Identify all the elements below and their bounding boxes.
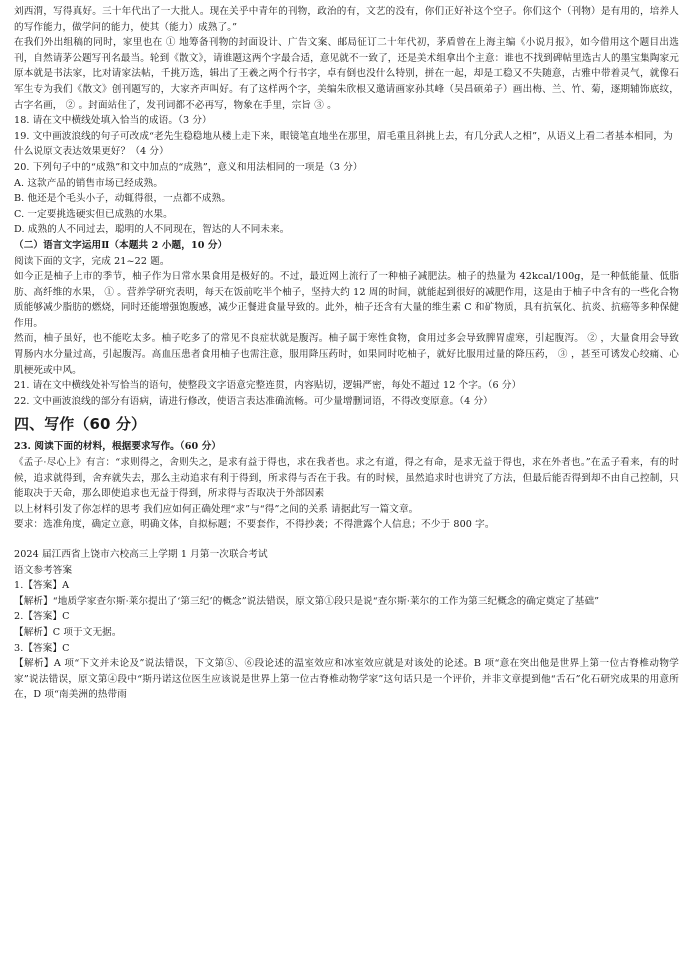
answer-1: 1.【答案】A <box>14 580 70 592</box>
answer-1-explanation: 【解析】“地质学家查尔斯·莱尔提出了‘第三纪’的概念”说法错误，原文第①段只是说“查尔斯·莱尔的工作为第三纪概念的确定奠定了基础” <box>14 595 600 607</box>
spacer <box>14 533 679 547</box>
question-18: 18. 请在文中横线处填入恰当的成语。（3 分） <box>14 115 212 127</box>
question-22: 22. 文中画波浪线的部分有语病，请进行修改，使语言表达准确流畅。可少量增删词语，不得改变原意。（4 分） <box>14 395 493 407</box>
reading-instruction: 阅读下面的文字，完成 21~22 题。 <box>14 255 170 267</box>
writing-requirements: 要求：选准角度，确定立意，明确文体，自拟标题；不要套作，不得抄袭；不得泄露个人信息；不少于 800 字。 <box>14 519 495 531</box>
question-19: 19. 文中画波浪线的句子可改成“老先生稳稳地从楼上走下来，眼镜笔直地坐在那里，眉毛重且斜挑上去，有几分武人之相”，从语义上看二者基本相同，为什么说原文表达效果更好？（4 分） <box>14 130 673 158</box>
writing-prompt: 以上材料引发了你怎样的思考 我们应如何正确处理“求”与“得”之间的关系 请据此写一篇文章。 <box>14 503 419 515</box>
question-20-option-d: D. 成熟的人不同过去，聪明的人不同现在，智达的人不同未来。 <box>14 224 290 236</box>
passage-paragraph-2: 在我们外出组稿的同时，家里也在 ① 地筹备刊物的封面设计、广告文案、邮局征订二十年代初，茅盾曾在上海主编《小说月报》，如今借用这个题目出选刊，自然请茅公题写刊名最当。轮到《散文》，请谁题这两个字最合适，意见就不一致了，还是美术组拿出个主意：谁也不找到碑帖里选古人的墨宝集陶家元原本就是书法家，比对请家法帖，千挑万选，辑出了王羲之两个行书字，卓有倒也没什么特别，拼在一起，却是工稳又不失随意，古雅中带着灵气，就像石军生专为我们《散文》创刊题写的，大家齐声叫好。有了这样两个字，美编朱欣根又邀请画家孙其峰（吴昌硕弟子）画出梅、兰、竹、菊，逐期辅饰底纹，古字名画， ② 。封面站住了，发刊词都不必再写，物象在手里，宗旨 ③ 。 <box>14 37 679 111</box>
question-20: 20. 下列句子中的“成熟”和文中加点的“成熟”，意义和用法相同的一项是（3 分） <box>14 161 363 173</box>
passage-paragraph-4: 然而，柚子虽好，也不能吃太多。柚子吃多了的常见不良症状就是腹泻。柚子属于寒性食物，食用过多会导致脾胃虚寒，引起腹泻。 ② ，大量食用会导致胃肠内水分量过高，引起腹泻。高血压患者食用柚子也需注意，服用降压药时，如果同时吃柚子，就好比服用过量的降压药， ③ ，甚至可诱发心绞痛、心肌梗死或中风。 <box>14 333 679 376</box>
section-heading-writing: 四、写作（60 分） <box>14 415 147 434</box>
section-heading-language-use-2: （二）语言文字运用Ⅱ（本题共 2 小题，10 分） <box>14 239 228 251</box>
answer-2: 2.【答案】C <box>14 611 70 623</box>
question-21: 21. 请在文中横线处补写恰当的语句，使整段文字语意完整连贯，内容贴切，逻辑严密，每处不超过 12 个字。（6 分） <box>14 380 522 392</box>
answer-3: 3.【答案】C <box>14 642 70 654</box>
answer-2-explanation: 【解析】C 项于文无据。 <box>14 626 122 638</box>
writing-material: 《孟子·尽心上》有言：“求则得之，舍则失之，是求有益于得也，求在我者也。求之有道，得之有命，是求无益于得也，求在外者也。”在孟子看来，有的时候，追求就得到，舍弃就失去，那么主动追求有利于得到，所求得与否在于我。有的时候，虽然追求时也讲究了方法，但最后能否得到却不由自己控制，只能取决于天命，那么即使追求也无益于得到，所求得与否取决于外部因素 <box>14 457 679 500</box>
passage-paragraph-1: 刘西渭，写得真好。三十年代出了一大批人。现在关乎中青年的刊物，政治的有，文艺的没有，你们正好补这个空子。你们这个（刊物）是有用的，培养人的写作能力，做学问的能力，使其（能力）成熟了。” <box>14 6 679 33</box>
question-20-option-b: B. 他还是个毛头小子，动辄得很，一点都不成熟。 <box>14 193 232 205</box>
question-20-option-c: C. 一定要挑选硬实但已成熟的水果。 <box>14 208 173 220</box>
question-20-option-a: A. 这款产品的销售市场已经成熟。 <box>14 177 164 189</box>
answer-key-title: 语文参考答案 <box>14 564 73 576</box>
passage-paragraph-3: 如今正是柚子上市的季节，柚子作为日常水果食用是极好的。不过，最近网上流行了一种柚子减肥法。柚子的热量为 42kcal/100g，是一种低能量、低脂肪、高纤维的水果， ① 。营养学研究表明，每天在饭前吃半个柚子，坚持大约 12 周的时间，就能起到很好的减肥作用，这是由于柚子中含有的一些化合物质能够减少脂肪的燃烧，同时还能增强饱腹感，减少正餐进食量导致的。此外，柚子还含有大量的维生素 C 和矿物质，具有抗氧化、抗炎、抗癌等多种保健作用。 <box>14 271 679 329</box>
answer-3-explanation: 【解析】A 项“下文并未论及”说法错误，下文第⑤、⑥段论述的温室效应和冰室效应就是对该处的论述。B 项“意在突出他是世界上第一位古脊椎动物学家”说法错误，原文第④段中“斯丹诺这位医生应该说是世界上第一位古脊椎动物学家”这句话只是一个评价，并非文章提到他“舌石”化石研究成果的用意所在，D 项“南美洲的热带雨 <box>14 658 679 701</box>
exam-title: 2024 届江西省上饶市六校高三上学期 1 月第一次联合考试 <box>14 549 268 560</box>
question-23: 23. 阅读下面的材料，根据要求写作。（60 分） <box>14 441 222 453</box>
